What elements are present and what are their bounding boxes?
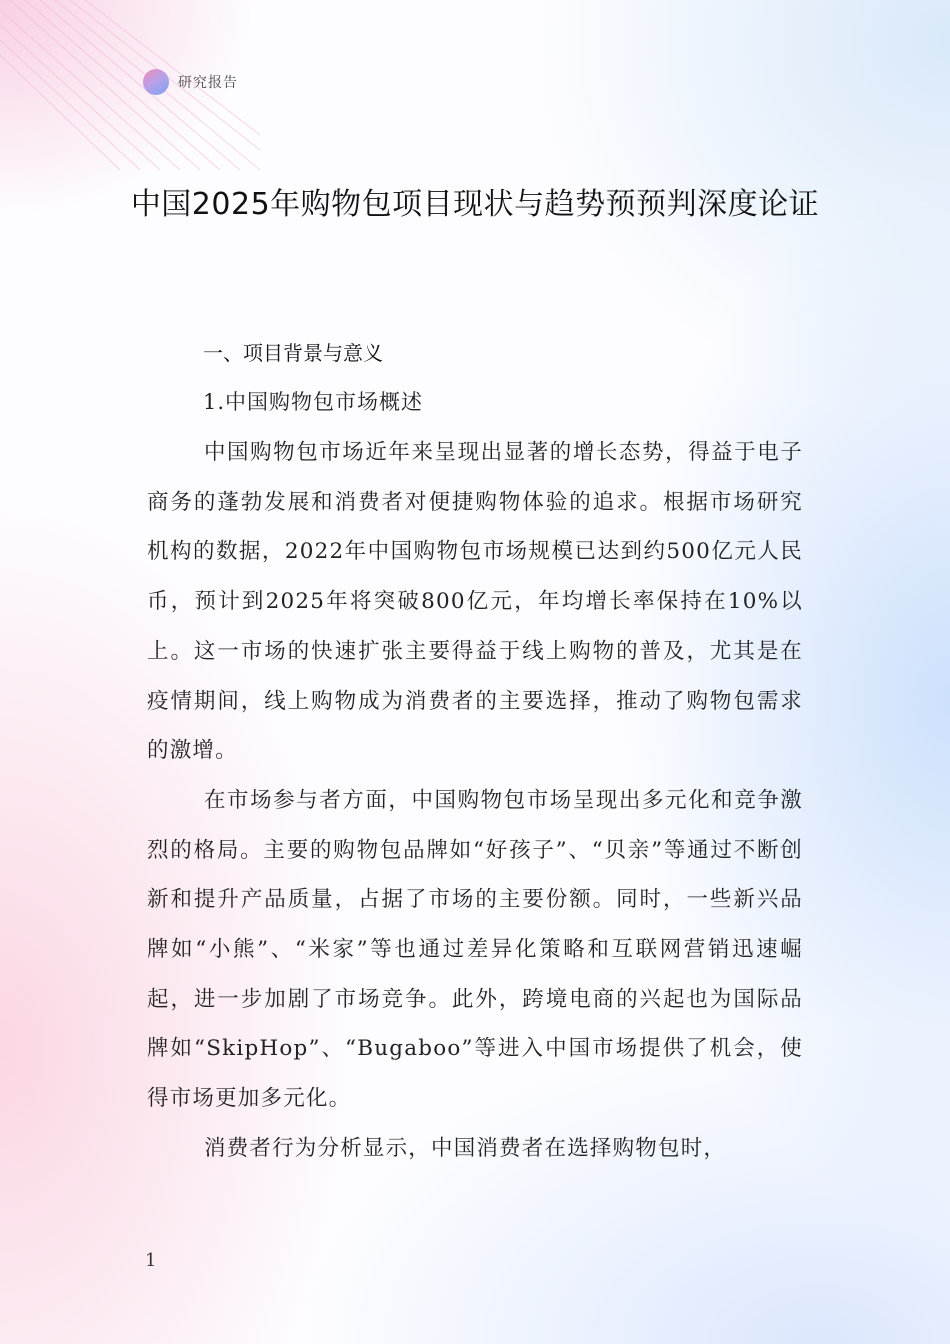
header-label: 研究报告 — [178, 75, 238, 91]
section-heading: 一、项目背景与意义 — [203, 341, 383, 365]
document-body — [147, 428, 803, 1174]
document-title: 中国2025年购物包项目现状与趋势预预判深度论证 — [130, 187, 820, 222]
body-paragraph: 在市场参与者方面，中国购物包市场呈现出多元化和竞争激烈的格局。主要的购物包品牌如“好孩子”、“贝亲”等通过不断创新和提升产品质量，占据了市场的主要份额。同时，一些新兴品牌如“小熊”、“米家”等也通过差异化策略和互联网营销迅速崛起，进一步加剧了市场竞争。此外，跨境电商的兴起也为国际品牌如“SkipHop”、“Bugaboo”等进入中国市场提供了机会，使得市场更加多元化。 — [147, 787, 803, 1112]
report-header — [143, 68, 238, 96]
logo-icon — [143, 69, 169, 95]
subsection-heading: 1.中国购物包市场概述 — [203, 390, 424, 414]
body-paragraph: 消费者行为分析显示，中国消费者在选择购物包时， — [204, 1135, 727, 1161]
body-paragraph: 中国购物包市场近年来呈现出显著的增长态势，得益于电子商务的蓬勃发展和消费者对便捷购物体验的追求。根据市场研究机构的数据，2022年中国购物包市场规模已达到约500亿元人民币，预计到2025年将突破800亿元，年均增长率保持在10%以上。这一市场的快速扩张主要得益于线上购物的普及，尤其是在疫情期间，线上购物成为消费者的主要选择，推动了购物包需求的激增。 — [147, 440, 803, 764]
page-number: 1 — [145, 1250, 157, 1271]
